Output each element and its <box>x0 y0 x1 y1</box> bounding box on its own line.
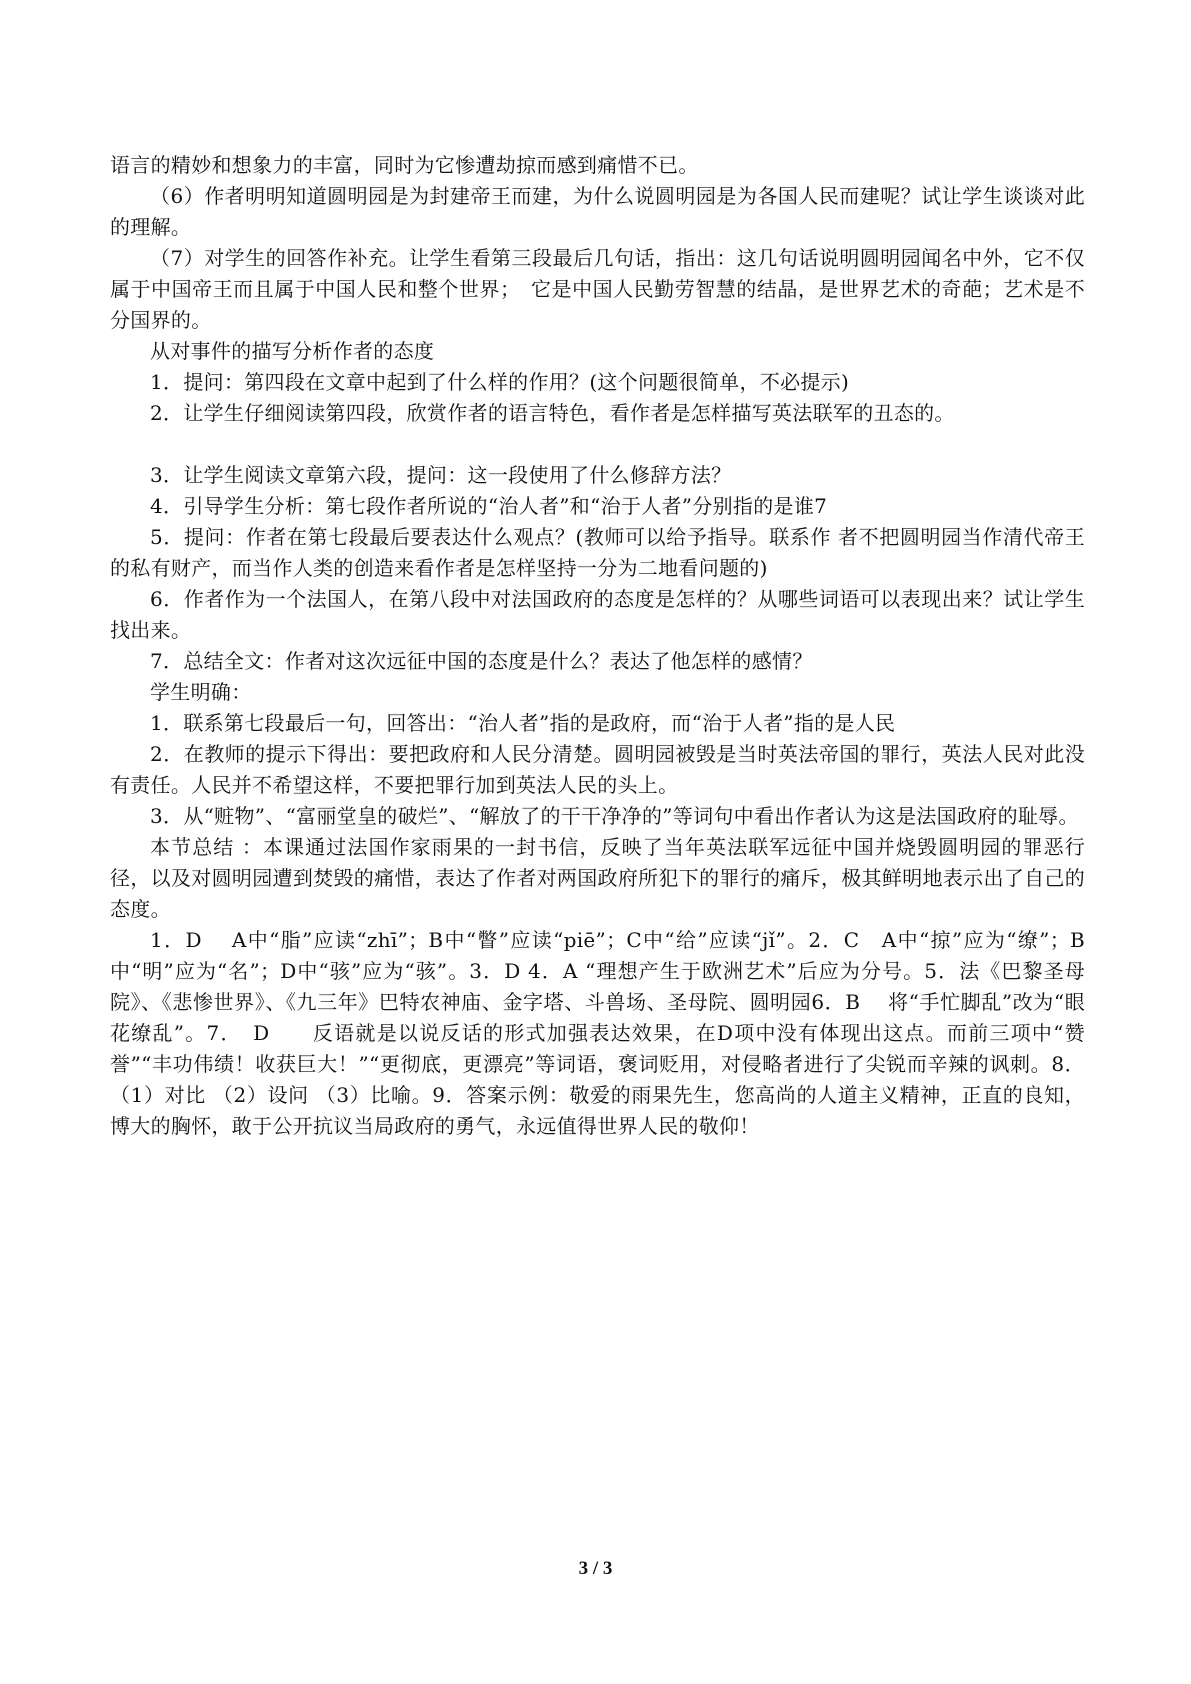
paragraph-14: 2．在教师的提示下得出：要把政府和人民分清楚。圆明园被毁是当时英法帝国的罪行，英法人民对此没有责任。人民并不希望这样，不要把罪行加到英法人民的头上。 <box>110 742 1085 797</box>
paragraph-16: 本节总结 ：本课通过法国作家雨果的一封书信，反映了当年英法联军远征中国并烧毁圆明园的罪恶行径，以及对圆明园遭到焚毁的痛惜，表达了作者对两国政府所犯下的罪行的痛斥，极其鲜明地表示出了自己的态度。 <box>110 835 1085 921</box>
paragraph-17: 1．D A中“脂”应读“zhī”；B中“瞥”应读“piē”；C中“给”应读“jǐ”。2．C A中“掠”应为“缭”；B中“明”应为“名”；D中“骇”应为“骇”。3．D 4．A “理想产生于欧洲艺术”后应为分号。5．法《巴黎圣母院》、《悲惨世界》、《九三年》巴特农神庙、金字塔、斗兽场、圣母院、圆明园6．B 将“手忙脚乱”改为“眼花缭乱”。7． D 反语就是以说反话的形式加强表达效果，在D项中没有体现出这点。而前三项中“赞誉”“丰功伟绩！收获巨大！”“更彻底，更漂亮”等词语，褒词贬用，对侵略者进行了尖锐而辛辣的讽刺。8．（1）对比 （2）设问 （3）比喻。9．答案示例：敬爱的雨果先生，您高尚的人道主义精神，正直的良知，博大的胸怀，敢于公开抗议当局政府的勇气，永远值得世界人民的敬仰！ <box>110 928 1085 1138</box>
paragraph-1: 语言的精妙和想象力的丰富，同时为它惨遭劫掠而感到痛惜不已。 <box>110 153 699 177</box>
paragraph-13: 1．联系第七段最后一句，回答出：“治人者”指的是政府，而“治于人者”指的是人民 <box>150 711 896 735</box>
paragraph-3: （7）对学生的回答作补充。让学生看第三段最后几句话，指出：这几句话说明圆明园闻名中外，它不仅属于中国帝王而且属于中国人民和整个世界； 它是中国人民勤劳智慧的结晶，是世界艺术的奇葩；艺术是不分国界的。 <box>110 246 1085 332</box>
paragraph-6: 2．让学生仔细阅读第四段，欣赏作者的语言特色，看作者是怎样描写英法联军的丑态的。 <box>150 401 955 425</box>
paragraph-7: 3．让学生阅读文章第六段，提问：这一段使用了什么修辞方法？ <box>150 463 732 487</box>
blank-line <box>110 429 1085 460</box>
document-body <box>110 150 1085 1142</box>
paragraph-15: 3．从“赃物”、“富丽堂皇的破烂”、“解放了的干干净净的”等词句中看出作者认为这是法国政府的耻辱。 <box>150 804 1079 828</box>
paragraph-10: 6．作者作为一个法国人，在第八段中对法国政府的态度是怎样的？从哪些词语可以表现出来？试让学生找出来。 <box>110 587 1085 642</box>
paragraph-11: 7．总结全文：作者对这次远征中国的态度是什么？表达了他怎样的感情？ <box>150 649 813 673</box>
paragraph-8: 4．引导学生分析：第七段作者所说的“治人者”和“治于人者”分别指的是谁7 <box>150 494 828 518</box>
paragraph-5: 1．提问：第四段在文章中起到了什么样的作用？(这个问题很简单，不必提示) <box>150 370 850 394</box>
paragraph-12: 学生明确： <box>150 680 252 704</box>
paragraph-2: （6）作者明明知道圆明园是为封建帝王而建，为什么说圆明园是为各国人民而建呢？试让学生谈谈对此的理解。 <box>110 184 1085 239</box>
paragraph-4: 从对事件的描写分析作者的态度 <box>150 339 435 363</box>
page-number: 3 / 3 <box>578 1558 613 1579</box>
paragraph-9: 5．提问：作者在第七段最后要表达什么观点？(教师可以给予指导。联系作 者不把圆明园当作清代帝王的私有财产，而当作人类的创造来看作者是怎样坚持一分为二地看问题的) <box>110 525 1085 580</box>
